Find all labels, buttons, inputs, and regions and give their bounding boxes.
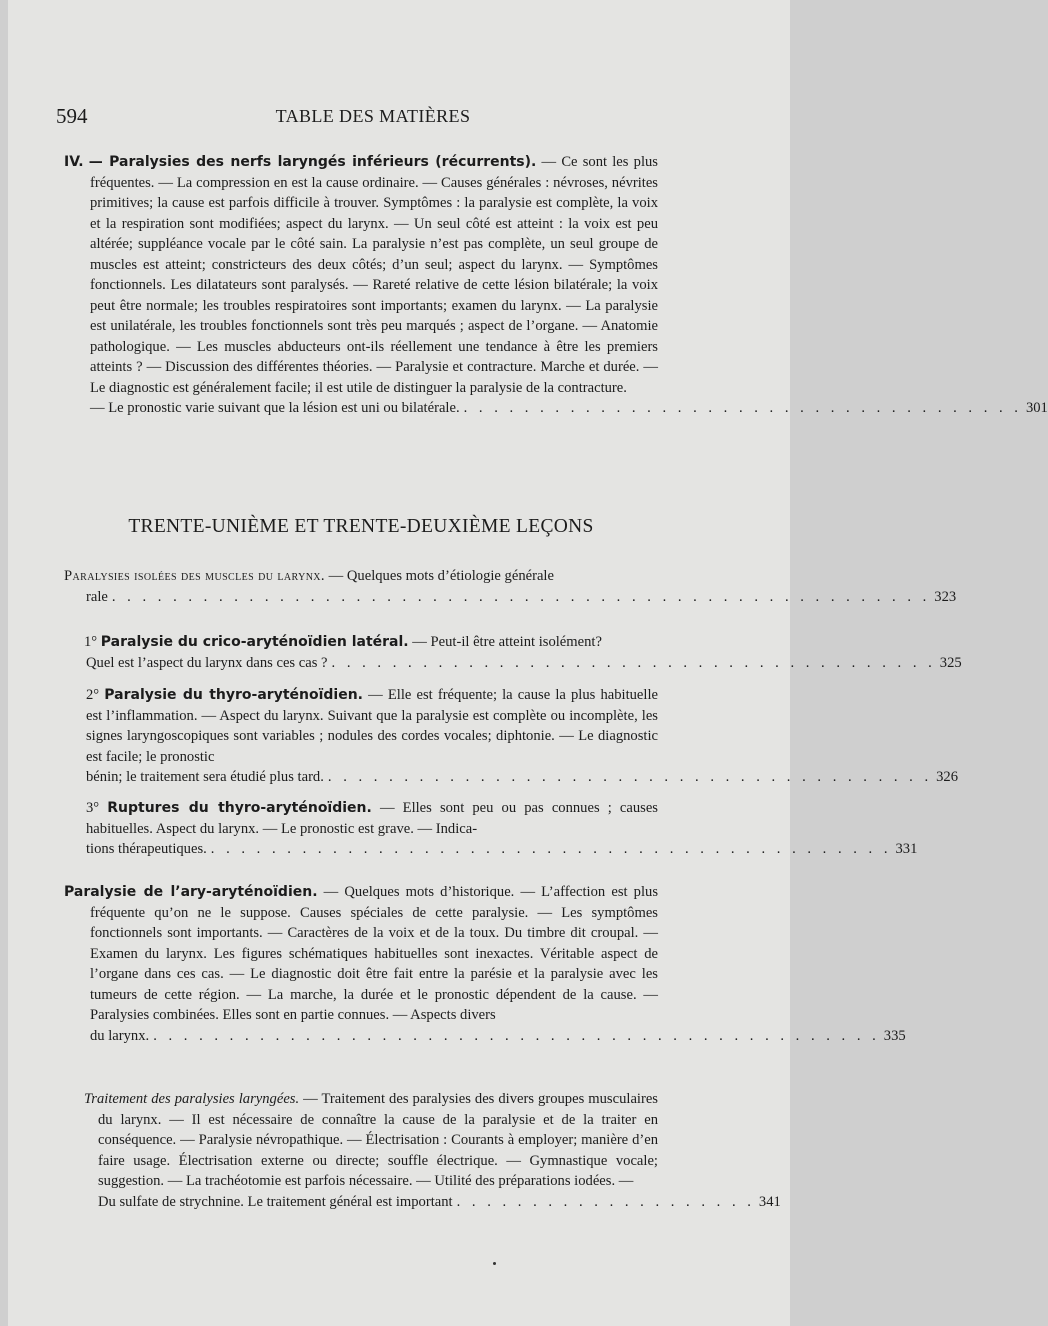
entry-text: — Peut-il être atteint isolément?	[412, 634, 602, 650]
entry-last-line: Du sulfate de strychnine. Le traitement général est important	[98, 1193, 453, 1210]
entry-text: — Quelques mots d’étiologie générale	[328, 568, 554, 584]
toc-entry-1	[64, 632, 962, 673]
entry-page: 335	[883, 1027, 906, 1044]
entry-text: — Elle est fréquente; la cause la plus habituelle est l’inflammation. — Aspect du larynx. Suivant que la paralysie est complète ou incomplète, les signes laryngoscopiques sont variables ; nodules des cordes vocales; diphtonie. — Le diagnostic est facile; le pronostic	[86, 687, 658, 765]
entry-last-line: du larynx.	[90, 1027, 150, 1044]
entry-page: 323	[934, 588, 957, 605]
leader-dots: . . . . . . . . . . . . . . . . . . . . . . . . . . . . . . . . . . . . . . . .	[331, 654, 936, 671]
entry-number: 3°	[86, 800, 100, 816]
leader-dots: . . . . . . . . . . . . . . . . . . . .	[456, 1193, 755, 1210]
entry-last-line: bénin; le traitement sera étudié plus tard.	[86, 769, 324, 785]
leader-dots: . . . . . . . . . . . . . . . . . . . . . . . . . . . . . . . . . . . . . . . . . . . . .	[210, 841, 892, 857]
toc-entry-traitement	[64, 1089, 781, 1212]
entry-title: Paralysies isolées des muscles du larynx.	[64, 568, 325, 584]
entry-page: 341	[758, 1193, 781, 1210]
entry-title: Paralysie du crico-aryténoïdien latéral.	[100, 634, 409, 650]
entry-text: — Quelques mots d’historique. — L’affection est plus fréquente qu’on ne le suppose. Causes spéciales de cette paralysie. — Les symptômes fonctionnels sont importants. — Caractères de la voix et de la toux. Du timbre dit croupal. — Examen du larynx. Les figures schématiques habituelles sont inexactes. Véritable aspect de l’organe dans ces cas. — Le diagnostic doit être fait entre la parésie et la paralysie avec les tumeurs de cette région. — La marche, la durée et le pronostic dépendent de la cause. — Paralysies combinées. Elles sont en partie connues. — Aspects divers	[90, 884, 659, 1023]
book-page	[8, 0, 1048, 1326]
entry-number: 2°	[86, 687, 100, 703]
entry-last-line: rale	[86, 588, 108, 605]
entry-page: 331	[895, 841, 918, 857]
entry-last-line: tions thérapeutiques.	[86, 841, 207, 857]
leader-dots: . . . . . . . . . . . . . . . . . . . . . . . . . . . . . . . . . . . . . . . . . . . . . . . . . . . . . .	[111, 588, 931, 605]
entry-text: — Traitement des paralysies des divers groupes musculaires du larynx. — Il est nécessaire de connaître la cause de la paralysie et de la traiter en conséquence. — Paralysie névropathique. — Électrisation : Courants à employer; manière d’en faire usage. Électrisation externe ou directe; souffle électrique. — Gymnastique vocale; suggestion. — La trachéotomie est parfois nécessaire. — Utilité des préparations iodées. —	[98, 1091, 658, 1189]
entry-title: Ruptures du thyro-aryténoïdien.	[107, 800, 372, 816]
entry-text: Ce sont les plus fréquentes. — La compression en est la cause ordinaire. — Causes générales : névroses, névrites primitives; la cause est parfois difficile à trouver. Symptômes : la paralysie est complète, la voix et la respiration sont modifiées; aspect du larynx. — Un seul côté est atteint : la voix est peu altérée; suppléance vocale par le côté sain. La paralysie n’est pas complète, un seul groupe de muscles est atteint; constricteurs des deux côtés; d’un seul; aspect du larynx. — Symptômes fonctionnels. Les dilatateurs sont paralysés. — Rareté relative de cette lésion bilatérale; la voix peut être normale; les troubles respiratoires sont importants; examen du larynx. — La paralysie est unilatérale, les troubles fonctionnels sont très peu marqués ; aspect de l’organe. — Anatomie pathologique. — Les muscles abducteurs ont-ils réellement une tendance à être les premiers atteints ? — Discussion des différentes théories. — Paralysie et contracture. Marche et durée. — Le diagnostic est généralement facile; il est utile de distinguer la paralysie de la contracture.	[90, 154, 658, 396]
entry-label: IV.	[64, 154, 84, 170]
leader-dots: . . . . . . . . . . . . . . . . . . . . . . . . . . . . . . . . . . . . .	[463, 400, 1022, 416]
entry-page: 301	[1025, 400, 1048, 416]
toc-entry-2	[64, 685, 959, 788]
page-header	[56, 104, 690, 130]
toc-entry-3	[64, 798, 918, 860]
entry-last-line: Quel est l’aspect du larynx dans ces cas ?	[86, 654, 328, 671]
page-number: 594	[56, 104, 88, 128]
section-title: TRENTE-UNIÈME ET TRENTE-DEUXIÈME LEÇONS	[128, 516, 594, 537]
toc-entry-iv	[64, 152, 1048, 419]
leader-dots: . . . . . . . . . . . . . . . . . . . . . . . . . . . . . . . . . . . . . . . . . . . . . . . .	[153, 1027, 880, 1044]
leader-dots: . . . . . . . . . . . . . . . . . . . . . . . . . . . . . . . . . . . . . . . .	[327, 769, 933, 785]
print-speck	[493, 1262, 496, 1265]
entry-title: Paralysie de l’ary-aryténoïdien.	[64, 884, 318, 900]
running-title: TABLE DES MATIÈRES	[275, 106, 471, 126]
entry-title: Traitement des paralysies laryngées.	[84, 1091, 300, 1107]
entry-title: Paralysie du thyro-aryténoïdien.	[104, 687, 363, 703]
entry-page: 326	[936, 769, 959, 785]
entry-title: — Paralysies des nerfs laryngés inférieurs (récurrents).	[88, 154, 537, 170]
entry-last-line: — Le pronostic varie suivant que la lésion est uni ou bilatérale.	[90, 400, 460, 416]
toc-entry-isolees	[64, 566, 957, 607]
entry-number: 1°	[84, 634, 98, 650]
entry-text: — Elles sont peu ou pas connues ; causes habituelles. Aspect du larynx. — Le pronostic est grave. — Indica-	[86, 800, 658, 837]
toc-entry-ary	[64, 882, 906, 1046]
entry-dash: —	[541, 154, 557, 170]
entry-page: 325	[939, 654, 962, 671]
